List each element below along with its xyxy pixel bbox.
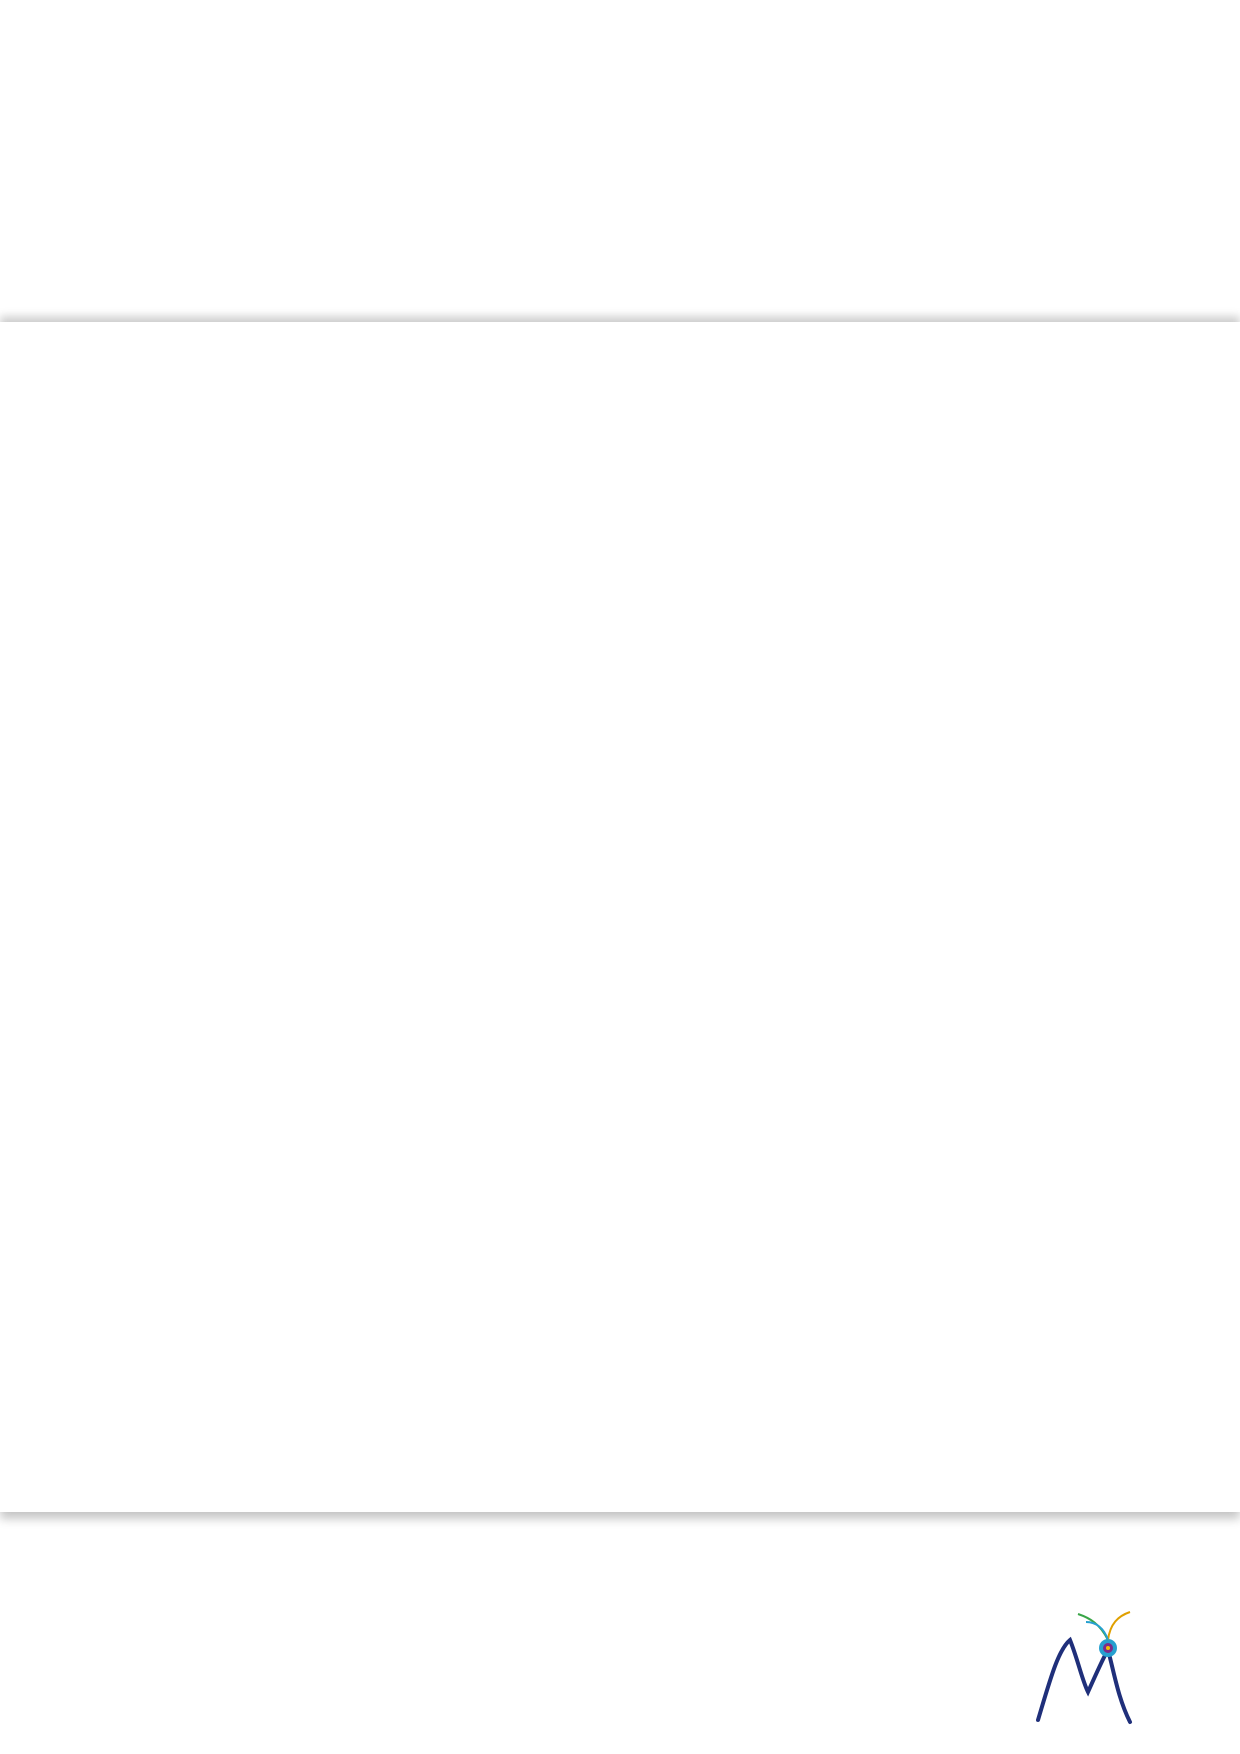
pencils-top-decoration (0, 0, 1240, 330)
office-logo (958, 1610, 1218, 1750)
logo-mark-icon (958, 1610, 1218, 1730)
content-card (0, 322, 1240, 1512)
